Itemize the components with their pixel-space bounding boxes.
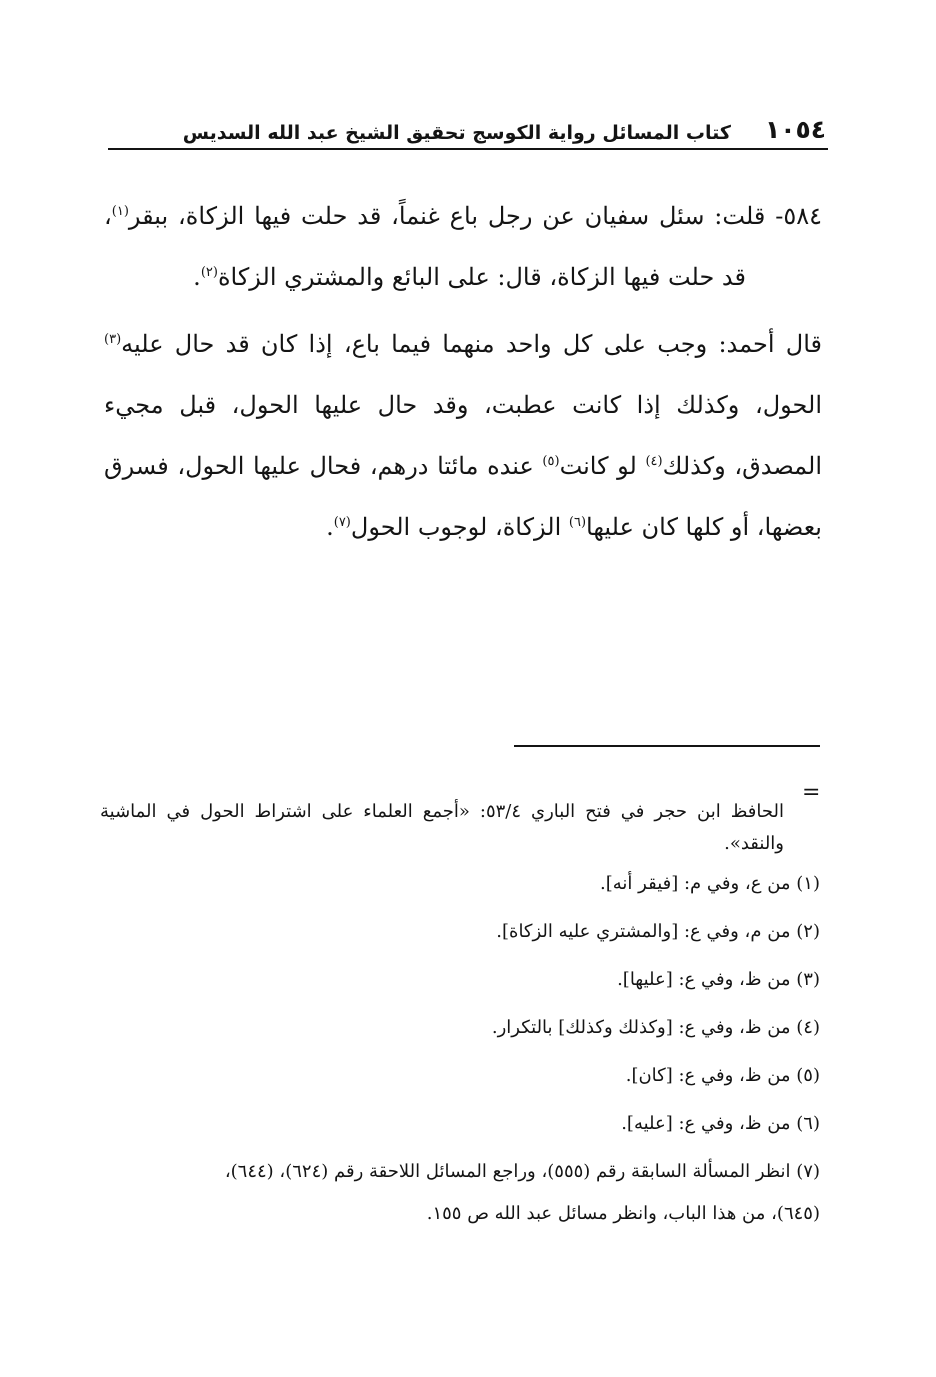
answer-text-c: لو كانت [559,452,646,480]
page-header [108,108,826,144]
footnote-2: (٢) من م، وفي ع: [والمشتري عليه الزكاة]. [496,921,820,942]
footnotes [100,796,820,1232]
footnote-rule [514,745,820,747]
header-rule [108,148,828,150]
footnote-ref-5: (٥) [542,454,560,469]
footnote-ref-2: (٢) [200,265,218,280]
footnote-7 [100,1148,820,1232]
footnote-ref-7: (٧) [333,515,351,530]
question-text-b: ، قد حلت فيها الزكاة، قال: على البائع والمشتري الزكاة [104,202,746,291]
question-text-c: . [193,263,201,291]
footnote-5: (٥) من ظ، وفي ع: [كان]. [625,1065,820,1086]
footnote-ref-3: (٣) [104,332,122,347]
footnote-1: (١) من ع، وفي م: [فيقر أنه]. [600,873,820,894]
answer-paragraph [104,314,822,558]
continuation-mark: = [802,780,821,805]
footnote-7-line1: (٧) انظر المسألة السابقة رقم (٥٥٥)، وراجع المسائل اللاحقة رقم (٦٢٤)، (٦٤٤)، [224,1161,820,1182]
page-number: ١٠٥٤ [764,115,826,144]
answer-text-e: الزكاة، لوجوب الحول [350,513,569,541]
footnote-continuation: الحافظ ابن حجر في فتح الباري ٥٣/٤: «أجمع العلماء على اشتراط الحول في الماشية والنقد». [100,801,784,854]
footnote-4: (٤) من ظ، وفي ع: [وكذلك وكذلك] بالتكرار. [491,1017,820,1038]
issue-number: ٥٨٤- [775,202,822,230]
running-title: كتاب المسائل رواية الكوسج تحقيق الشيخ عبد الله السديس [182,122,731,144]
question-paragraph [104,186,822,308]
footnote-ref-1: (١) [111,204,129,219]
footnote-3: (٣) من ظ، وفي ع: [عليها]. [617,969,820,990]
answer-text-d: عنده مائتا درهم، فحال عليها الحول، فسرق بعضها، أو كلها كان عليها [104,452,822,541]
answer-text-a: قال أحمد: وجب على كل واحد منهما فيما باع، إذا كان قد حال عليه [121,330,822,358]
question-text-a: قلت: سئل سفيان عن رجل باع غنماً، قد حلت فيها الزكاة، ببقر [128,202,766,230]
footnote-6: (٦) من ظ، وفي ع: [عليه]. [621,1113,820,1134]
footnote-ref-4: (٤) [645,454,663,469]
main-text [104,186,822,564]
footnote-7-line2: (٦٤٥)، من هذا الباب، وانظر مسائل عبد الله ص ١٥٥. [426,1203,820,1224]
answer-text-f: . [326,513,334,541]
answer-text-b: الحول، وكذلك إذا كانت عطبت، وقد حال عليها الحول، قبل مجيء المصدق، وكذلك [104,391,822,480]
footnote-ref-6: (٦) [568,515,587,530]
